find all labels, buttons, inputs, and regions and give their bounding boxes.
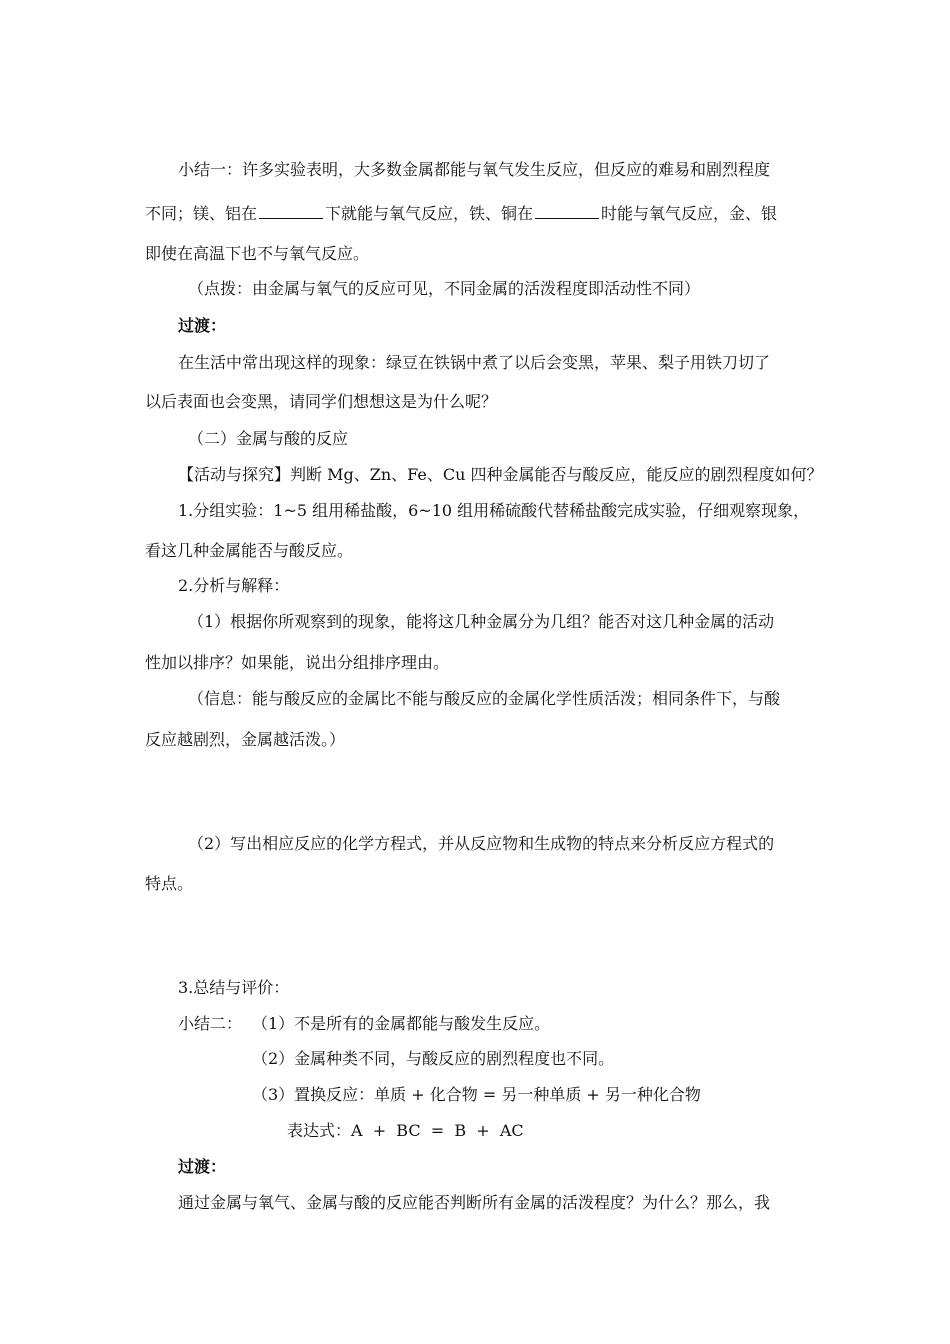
activity-text: 【活动与探究】判断 Mg、Zn、Fe、Cu 四种金属能否与酸反应，能反应的剧烈程度如何？ xyxy=(178,465,823,484)
section2-title: （二）金属与酸的反应 xyxy=(188,429,349,448)
step3-heading: 3.总结与评价： xyxy=(178,978,290,997)
transition2-line1: 通过金属与氧气、金属与酸的反应能否判断所有金属的活泼程度？为什么？那么，我 xyxy=(178,1193,771,1212)
summary2-item1: （1）不是所有的金属都能与酸发生反应。 xyxy=(252,1014,551,1033)
question1-line1: （1）根据你所观察到的现象，能将这几种金属分为几组？能否对这几种金属的活动 xyxy=(188,612,775,631)
summary1-line1: 小结一：许多实验表明，大多数金属都能与氧气发生反应，但反应的难易和剧烈程度 xyxy=(178,160,771,179)
summary2-item2: （2）金属种类不同，与酸反应的剧烈程度也不同。 xyxy=(252,1049,615,1068)
info-line1: （信息：能与酸反应的金属比不能与酸反应的金属化学性质活泼；相同条件下，与酸 xyxy=(188,689,781,708)
step1-line1: 1.分组实验：1~5 组用稀盐酸，6~10 组用稀硫酸代替稀盐酸完成实验，仔细观察现象， xyxy=(178,501,810,520)
transition1-line2: 以后表面也会变黑，请同学们想想这是为什么呢？ xyxy=(145,392,498,411)
question2-line1: （2）写出相应反应的化学方程式，并从反应物和生成物的特点来分析反应方程式的 xyxy=(188,834,775,853)
transition1-heading: 过渡： xyxy=(178,316,227,335)
summary1-line2 xyxy=(145,203,777,224)
expression: 表达式：A + BC = B + AC xyxy=(287,1121,524,1140)
summary1-tip: （点拨：由金属与氧气的反应可见，不同金属的活泼程度即活动性不同） xyxy=(188,279,701,298)
summary1-line2-part-a: 不同；镁、铝在 xyxy=(145,204,258,223)
summary1-line3: 即使在高温下也不与氧气反应。 xyxy=(145,244,370,263)
question1-line2: 性加以排序？如果能，说出分组排序理由。 xyxy=(145,653,450,672)
step1-line2: 看这几种金属能否与酸反应。 xyxy=(145,541,354,560)
fill-in-blank[interactable] xyxy=(535,203,599,219)
fill-in-blank[interactable] xyxy=(259,203,323,219)
question2-line2: 特点。 xyxy=(145,874,194,893)
transition2-heading: 过渡： xyxy=(178,1157,227,1176)
summary2-label: 小结二： xyxy=(178,1014,243,1033)
summary1-line2-part-c: 时能与氧气反应，金、银 xyxy=(601,204,778,223)
summary2-item3: （3）置换反应：单质 + 化合物 = 另一种单质 + 另一种化合物 xyxy=(252,1085,701,1104)
transition1-line1: 在生活中常出现这样的现象：绿豆在铁锅中煮了以后会变黑，苹果、梨子用铁刀切了 xyxy=(178,353,771,372)
info-line2: 反应越剧烈，金属越活泼。） xyxy=(145,730,346,749)
step2-heading: 2.分析与解释： xyxy=(178,576,290,595)
summary1-line2-part-b: 下就能与氧气反应，铁、铜在 xyxy=(325,204,534,223)
